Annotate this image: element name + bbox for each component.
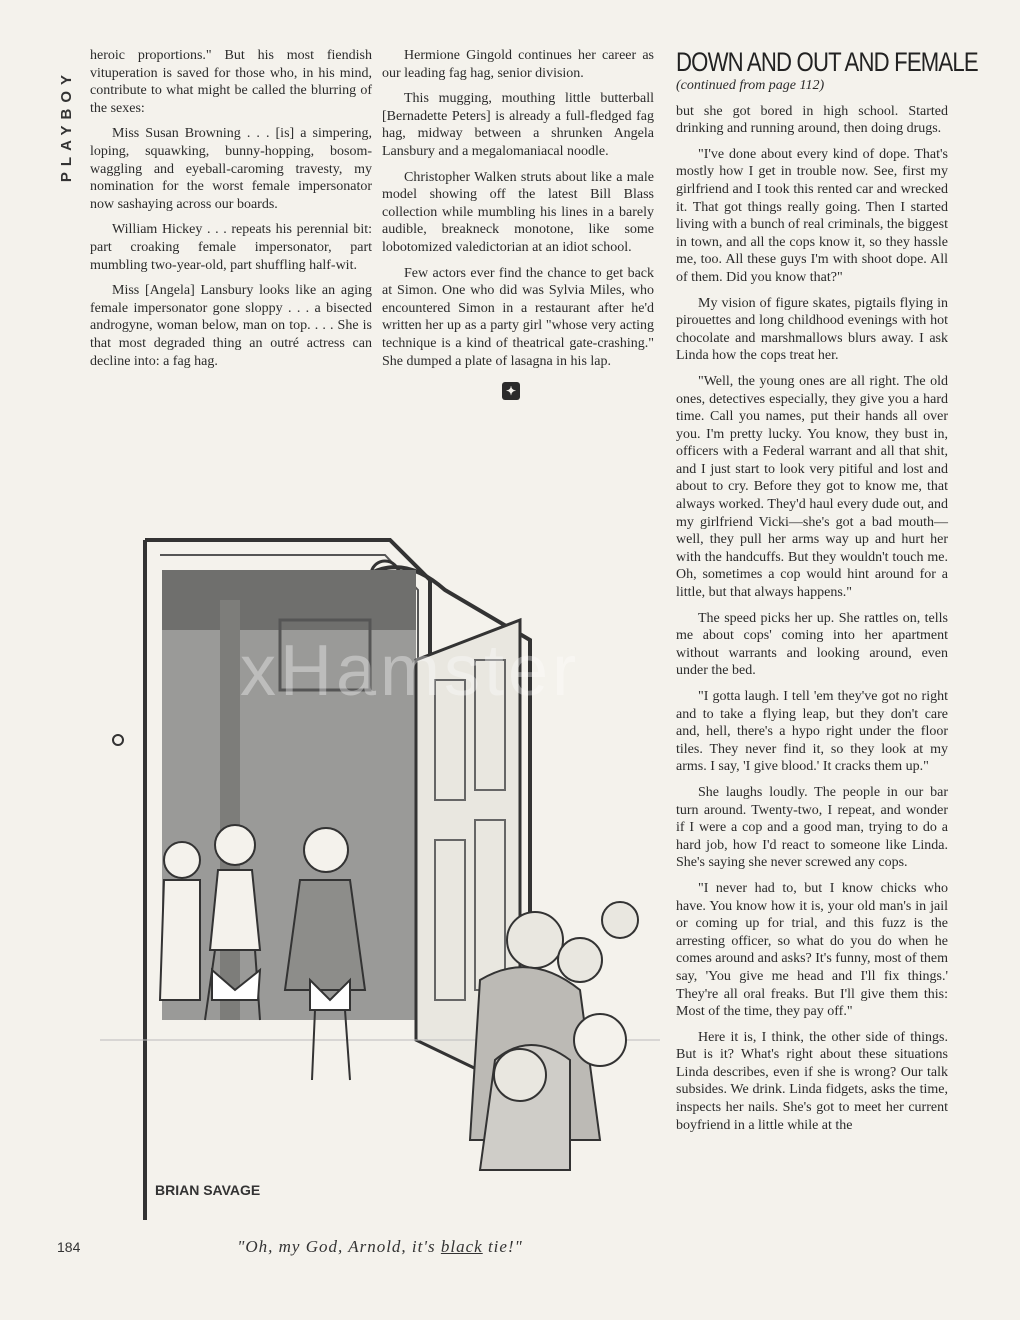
- paragraph: She laughs loudly. The people in our bar turn around. Twenty-two, I repeat, and wonder if I were a cop and a good man, trying to do a hard job, how I'd react to someone like Linda. She's saying she never screwed any cops.: [676, 784, 948, 871]
- paragraph: Here it is, I think, the other side of things. But is it? What's right about these situations Linda describes, even if she is wrong? Our talk subsides. We drink. Linda fidgets, asks the time, inspects her nails. She's got to meet her current boyfriend in a little while at the: [676, 1029, 948, 1133]
- magazine-running-head: PLAYBOY: [58, 68, 76, 182]
- quote-paragraph: Hermione Gingold continues her career as our leading fag hag, senior division.: [382, 48, 654, 81]
- paragraph: heroic proportions." But his most fiendish vituperation is saved for those who, in his mind, contribute to what might be called the blurring of the sexes:: [90, 48, 372, 116]
- page-number: 184: [57, 1239, 81, 1255]
- paragraph: "I've done about every kind of dope. That's mostly how I get in trouble now. See, first my girlfriend and I took this rented car and wrecked it. That got things really going. Then I started living with a bunch of real criminals, the biggest in town, and all the cops know it, so they hassle me, too. All these guys I'm with shoot dope. All of them. Did you know that?": [676, 146, 948, 285]
- cartoon-illustration: [100, 520, 660, 1225]
- paragraph: My vision of figure skates, pigtails flying in pirouettes and long childhood evenings with hot chocolate and marshmallows blurs away. I ask Linda how the cops treat her.: [676, 295, 948, 364]
- column-middle: [382, 47, 654, 401]
- quote-paragraph: Miss Susan Browning . . . [is] a simpering, loping, squawking, bunny-hopping, bosom-waggling and eyeball-caroming travesty, my nomination for the worst female impersonator now sashaying across our boards.: [90, 126, 372, 212]
- continued-note: (continued from page 112): [676, 78, 825, 93]
- column-right: [676, 47, 978, 1142]
- caption-text-end: tie!": [482, 1237, 523, 1256]
- paragraph: "I never had to, but I know chicks who have. You know how it is, your old man's in jail or coming up for trial, and this fuzz is the arresting officer, so what do you do when he comes around and asks? It's funny, most of them say, 'You give me head and I'll fix things.' They're all oral freaks. But I'll give them this: Most of the time, they pay off.": [676, 880, 948, 1020]
- paragraph: "I gotta laugh. I tell 'em they've got no right and to take a flying leap, but they don't care and, hell, there's a hypo right under the floor tiles. They never find it, so they look at my arms. I say, 'I give blood.' It cracks them up.": [676, 689, 948, 775]
- paragraph: but she got bored in high school. Started drinking and running around, then doing drugs.: [676, 103, 948, 137]
- caption-underlined-word: black: [440, 1237, 483, 1256]
- column-left: [90, 47, 372, 378]
- quote-paragraph: This mugging, mouthing little butterball [Bernadette Peters] is already a full-fledged fag hag, midway between a shrunken Angela Lansbury and a megalomaniacal noodle.: [382, 91, 654, 159]
- quote-paragraph: Miss [Angela] Lansbury looks like an aging female impersonator gone sloppy . . . a bisected androgyne, woman below, man on top. . . . She is that most degraded thing an outré actress can decline into: a fag hag.: [90, 283, 372, 369]
- quote-paragraph: Christopher Walken struts about like a male model showing off the latest Bill Blass collection while mumbling his lines in a barely audible, breakneck monotone, like some lobotomized valedictorian at an idiot school.: [382, 169, 654, 255]
- rabbit-head-end-icon: ✦: [502, 382, 520, 400]
- watermark: xHamster: [240, 631, 581, 711]
- caption-text: "Oh, my God, Arnold, it's: [237, 1237, 441, 1256]
- quote-paragraph: William Hickey . . . repeats his perennial bit: part croaking female impersonator, part mumbling two-year-old, part shuffling half-wit.: [90, 222, 372, 273]
- paragraph: The speed picks her up. She rattles on, tells me about cops' coming into her apartment without warrants and looking around, even under the bed.: [676, 610, 948, 679]
- cartoon-signature: BRIAN SAVAGE: [155, 1182, 261, 1198]
- paragraph: "Well, the young ones are all right. The old ones, detectives especially, they give you a hard time. Call you names, put their hands all over you. I'm pretty lucky. You know, they bust in, officers with a Federal warrant and all that shit, and I just start to look very pitiful and lost and about to cry. Before they got to know me, that always worked. They'd haul every dude out, and my girlfriend Vicki—she's got a bad mouth—well, they pull her arms way up and hurt her with the handcuffs. But they wouldn't touch me. Oh, sometimes a cop would hint around for a little, but that always happens.": [676, 373, 948, 601]
- paragraph: Few actors ever find the chance to get back at Simon. One who did was Sylvia Miles, who encountered Simon in a restaurant after he'd written her up as a party girl "whose very acting technique is a kind of theatrical gate-crashing." She dumped a plate of lasagna in his lap.: [382, 265, 654, 369]
- cartoon-caption: [200, 1237, 560, 1257]
- article-headline: DOWN AND OUT AND FEMALE: [676, 47, 978, 77]
